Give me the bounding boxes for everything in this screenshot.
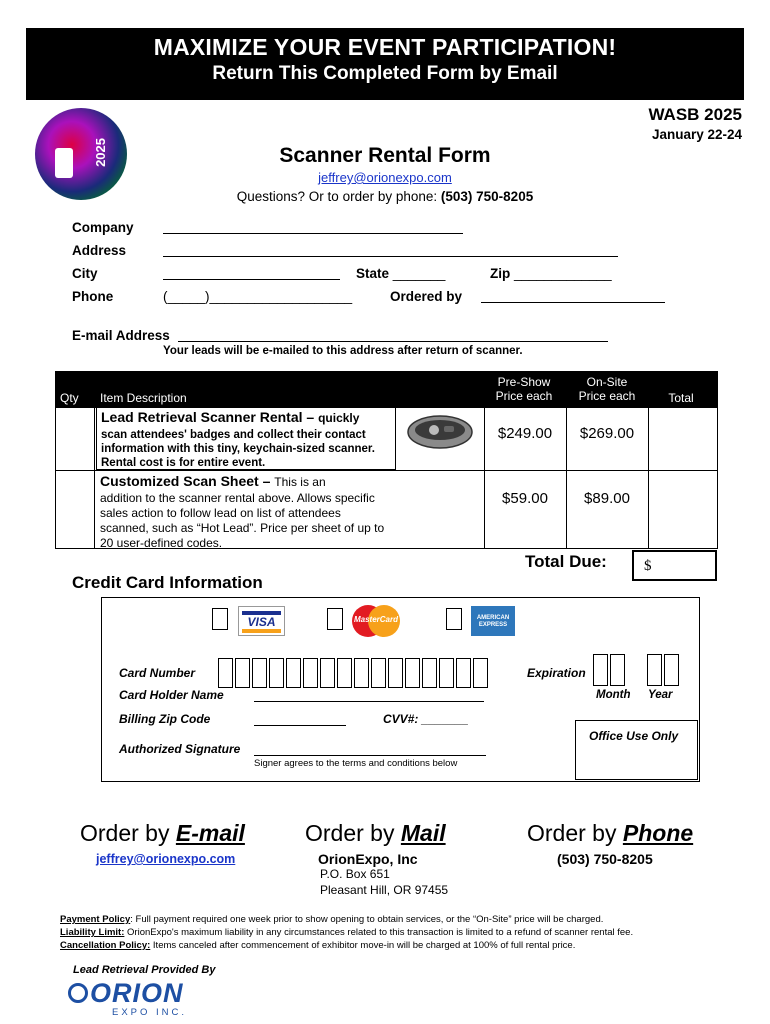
mastercard-text: MasterCard xyxy=(353,615,398,624)
amex-logo xyxy=(471,606,515,636)
total-due-symbol: $ xyxy=(644,558,652,574)
banner-title: MAXIMIZE YOUR EVENT PARTICIPATION! xyxy=(153,34,617,60)
company-label: Company xyxy=(72,220,134,235)
item-description-2 xyxy=(96,472,396,549)
signer-note: Signer agrees to the terms and conditions below xyxy=(254,758,458,769)
policies xyxy=(60,913,740,952)
mastercard-logo xyxy=(351,604,401,638)
city-field[interactable] xyxy=(163,266,340,280)
card-number-label: Card Number xyxy=(119,666,196,680)
orion-mark-icon xyxy=(68,983,88,1003)
zip-field[interactable] xyxy=(490,266,612,281)
cvv-field[interactable]: CVV#: _______ xyxy=(383,712,469,726)
phone-label: Phone xyxy=(72,289,114,304)
qty-input-2[interactable] xyxy=(58,472,92,546)
visa-checkbox[interactable] xyxy=(212,608,228,630)
mail-line2: Pleasant Hill, OR 97455 xyxy=(320,883,449,897)
billing-zip-field[interactable] xyxy=(254,712,346,726)
total-header: Total xyxy=(668,391,694,405)
mastercard-checkbox[interactable] xyxy=(327,608,343,630)
signature-field[interactable] xyxy=(254,742,486,756)
preshow-header: Pre-Show Price each xyxy=(495,375,553,403)
expiration-label: Expiration xyxy=(527,666,586,680)
company-field[interactable] xyxy=(163,220,463,234)
col-divider xyxy=(648,408,649,549)
visa-text: VISA xyxy=(247,615,276,629)
form-email-link[interactable]: jeffrey@orionexpo.com xyxy=(318,170,452,185)
item-title-1: Lead Retrieval Scanner Rental – quickly xyxy=(101,409,360,425)
signature-label: Authorized Signature xyxy=(119,742,241,756)
item-onsite-1: $269.00 xyxy=(579,425,635,442)
total-due-field[interactable] xyxy=(632,550,717,581)
banner-subtitle: Return This Completed Form by Email xyxy=(212,63,558,84)
holder-field[interactable] xyxy=(254,688,484,702)
mail-company: OrionExpo, Inc xyxy=(318,851,418,867)
provided-by: Lead Retrieval Provided By xyxy=(73,964,216,976)
event-name: WASB 2025 xyxy=(648,105,742,124)
header-banner xyxy=(26,28,744,100)
questions-phone: (503) 750-8205 xyxy=(440,189,534,204)
order-phone-heading: Order by Phone xyxy=(527,820,694,846)
item-body-2: addition to the scanner rental above. Allows specific sales action to follow lead on list of attendees scanned, such as “Hot Lead”. Price per sheet of up to 20 user-defined codes. xyxy=(100,491,385,550)
expiration-year-field[interactable] xyxy=(647,654,681,691)
order-phone-number: (503) 750-8205 xyxy=(557,851,653,867)
office-use-box xyxy=(575,720,698,780)
holder-label: Card Holder Name xyxy=(119,688,224,702)
total-due-label: Total Due: xyxy=(525,552,607,571)
amex-text: AMERICAN EXPRESS xyxy=(476,615,510,628)
liability-limit: Liability Limit: OrionExpo's maximum liability in any circumstances related to this transaction is limited to a refund of scanner rental fee. xyxy=(60,927,634,938)
qty-input-1[interactable] xyxy=(58,410,92,468)
city-label: City xyxy=(72,266,98,281)
item-onsite-2: $89.00 xyxy=(584,490,630,507)
form-email-line xyxy=(0,170,770,185)
address-label: Address xyxy=(72,243,127,258)
email-address-field[interactable] xyxy=(178,328,608,342)
ordered-by-label: Ordered by xyxy=(390,289,463,304)
address-field[interactable] xyxy=(163,243,618,257)
item-preshow-2: $59.00 xyxy=(502,490,548,507)
orion-brand: ORION xyxy=(90,978,184,1008)
year-label: Year xyxy=(648,689,673,701)
state-label: State xyxy=(356,266,390,281)
amex-checkbox[interactable] xyxy=(446,608,462,630)
logo-year: 2025 xyxy=(93,138,108,167)
mail-line1: P.O. Box 651 xyxy=(320,867,390,881)
zip-label: Zip xyxy=(490,266,511,281)
ordered-by-field[interactable] xyxy=(481,289,665,303)
state-field[interactable] xyxy=(356,266,445,281)
event-dates: January 22-24 xyxy=(651,127,742,142)
state-blank: _______ xyxy=(392,266,446,281)
cancellation-policy: Cancellation Policy: Items canceled after commencement of exhibitor move-in will be charged at 100% of full rental price. xyxy=(60,940,576,951)
item-description-1 xyxy=(96,407,396,470)
office-use-label: Office Use Only xyxy=(589,729,679,743)
item-preshow-1: $249.00 xyxy=(497,425,553,442)
order-mail-heading: Order by Mail xyxy=(305,820,446,846)
expiration-month-field[interactable] xyxy=(593,654,627,691)
payment-policy: Payment Policy: Full payment required one week prior to show opening to obtain services, or the “On-Site” price will be charged. xyxy=(60,914,604,925)
credit-heading: Credit Card Information xyxy=(72,573,263,592)
order-email-heading: Order by E-mail xyxy=(80,820,245,846)
qty-header: Qty xyxy=(60,391,79,405)
item-total-2[interactable] xyxy=(650,472,716,546)
orion-logo xyxy=(68,980,228,1020)
orion-brand-sub: EXPO INC. xyxy=(112,1007,188,1018)
item-title-2: Customized Scan Sheet – This is an xyxy=(100,473,326,489)
month-label: Month xyxy=(596,689,631,701)
onsite-header: On-Site Price each xyxy=(578,375,636,403)
item-total-1[interactable] xyxy=(650,410,716,468)
item-body-1: scan attendees' badges and collect their contact information with this tiny, keychain-sized scanner. Rental cost is for entire event. xyxy=(101,429,375,469)
phone-field[interactable]: (_____)___________________ xyxy=(163,289,353,304)
questions-line xyxy=(0,189,770,204)
zip-blank: _____________ xyxy=(514,266,612,281)
questions-text: Questions? Or to order by phone: xyxy=(236,189,441,204)
visa-logo xyxy=(238,606,285,636)
email-address-label: E-mail Address xyxy=(72,328,170,343)
col-divider xyxy=(94,408,95,549)
desc-header: Item Description xyxy=(100,391,187,405)
order-email-link[interactable]: jeffrey@orionexpo.com xyxy=(96,852,236,866)
form-title: Scanner Rental Form xyxy=(279,144,491,167)
billing-zip-label: Billing Zip Code xyxy=(119,712,211,726)
scanner-image xyxy=(404,410,476,454)
email-note: Your leads will be e-mailed to this address after return of scanner. xyxy=(163,345,523,357)
